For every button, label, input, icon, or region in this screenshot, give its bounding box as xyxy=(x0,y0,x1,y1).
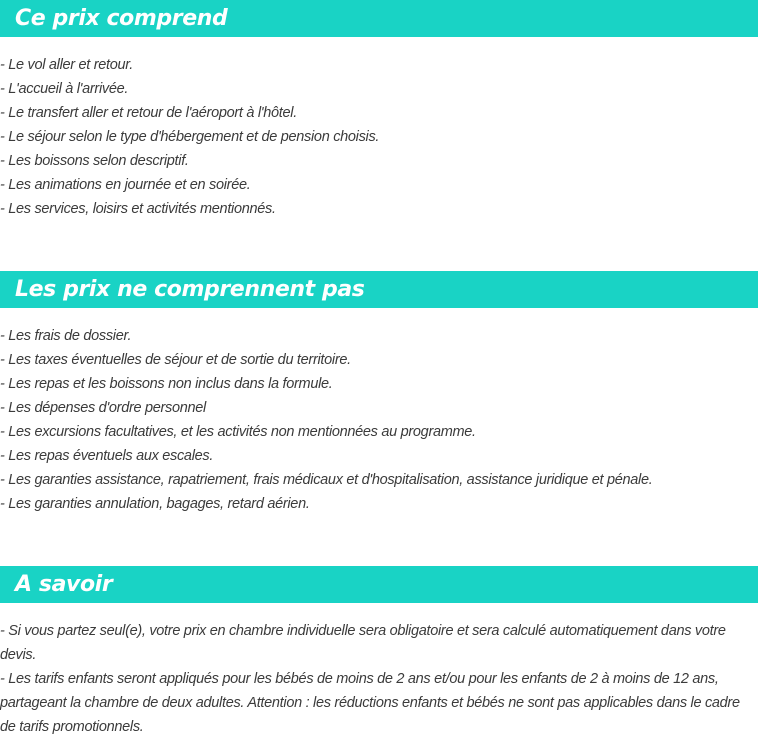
list-item: - Le transfert aller et retour de l'aéroport à l'hôtel. xyxy=(0,105,297,121)
section-title: A savoir xyxy=(15,571,113,597)
section-header-ce-prix-comprend xyxy=(0,0,758,37)
list-item: - Les taxes éventuelles de séjour et de sortie du territoire. xyxy=(0,352,351,368)
list-item: - Les frais de dossier. xyxy=(0,328,132,344)
section-title: Les prix ne comprennent pas xyxy=(15,276,365,302)
list-item: - Les animations en journée et en soirée. xyxy=(0,177,251,193)
list-item: - Les services, loisirs et activités mentionnés. xyxy=(0,201,276,217)
list-item: - Le vol aller et retour. xyxy=(0,57,133,73)
section-header-a-savoir xyxy=(0,566,758,603)
excluded-list xyxy=(0,324,758,516)
list-item: - Les dépenses d'ordre personnel xyxy=(0,400,206,416)
list-item: - Les garanties assistance, rapatriement, frais médicaux et d'hospitalisation, assistance juridique et pénale. xyxy=(0,472,653,488)
info-paragraph: - Les tarifs enfants seront appliqués pour les bébés de moins de 2 ans et/ou pour les enfants de 2 à moins de 12 ans, partageant la chambre de deux adultes. Attention : les réductions enfants et bébés ne sont pas applicables dans le cadre de tarifs promotionnels. xyxy=(0,671,740,735)
info-paragraph: - Si vous partez seul(e), votre prix en chambre individuelle sera obligatoire et sera calculé automatiquement dans votre devis. xyxy=(0,623,726,663)
list-item: - L'accueil à l'arrivée. xyxy=(0,81,129,97)
section-title: Ce prix comprend xyxy=(15,5,228,31)
list-item: - Les repas et les boissons non inclus dans la formule. xyxy=(0,376,333,392)
list-item: - Les boissons selon descriptif. xyxy=(0,153,189,169)
list-item: - Les excursions facultatives, et les activités non mentionnées au programme. xyxy=(0,424,476,440)
section-header-prix-ne-comprennent-pas xyxy=(0,271,758,308)
list-item: - Les repas éventuels aux escales. xyxy=(0,448,214,464)
list-item: - Les garanties annulation, bagages, retard aérien. xyxy=(0,496,310,512)
good-to-know-block xyxy=(0,619,750,739)
included-list xyxy=(0,53,758,221)
list-item: - Le séjour selon le type d'hébergement et de pension choisis. xyxy=(0,129,380,145)
